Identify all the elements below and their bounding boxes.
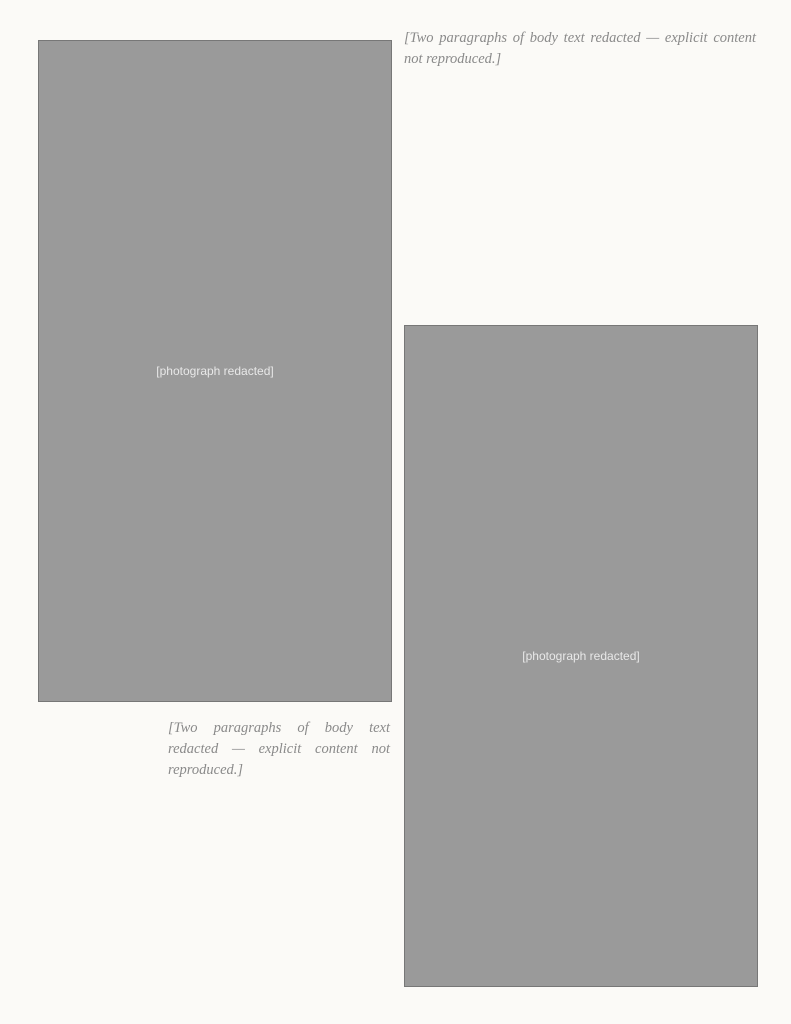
photo-right-label: [photograph redacted] [522,649,640,663]
text-column-bottom-left: [Two paragraphs of body text redacted — explicit content not reproduced.] [168,720,390,779]
photo-left-label: [photograph redacted] [156,364,274,378]
text-column-top-right: [Two paragraphs of body text redacted — explicit content not reproduced.] [404,30,756,68]
photo-right-placeholder [404,325,758,987]
photo-left-placeholder [38,40,392,702]
